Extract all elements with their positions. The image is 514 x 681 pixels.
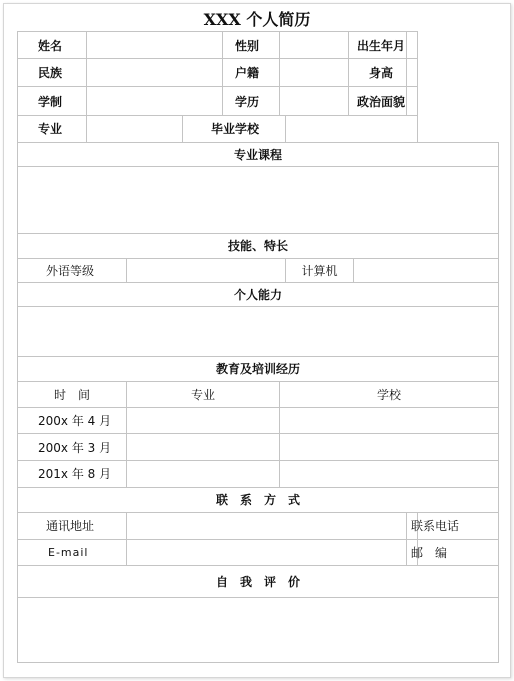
postcode-label: 邮 编 xyxy=(407,539,418,565)
address-value[interactable] xyxy=(127,512,407,539)
history-col-major: 专业 xyxy=(127,381,280,407)
ability-header: 个人能力 xyxy=(18,282,499,306)
hukou-label: 户籍 xyxy=(223,59,280,87)
history-columns-row xyxy=(18,381,499,407)
address-label: 通讯地址 xyxy=(18,512,127,539)
history-row xyxy=(18,461,499,487)
history-major-value[interactable] xyxy=(127,434,280,461)
political-label: 政治面貌 xyxy=(349,87,407,115)
basic-row-1 xyxy=(18,32,499,59)
height-value[interactable] xyxy=(407,59,418,87)
contact-row-1 xyxy=(18,512,499,539)
basic-row-2 xyxy=(18,59,499,87)
self-eval-header-row xyxy=(18,566,499,598)
self-eval-header: 自我评价 xyxy=(18,566,499,598)
email-label: E-mail xyxy=(18,539,127,565)
major-label: 专业 xyxy=(18,115,87,142)
history-school-value[interactable] xyxy=(280,407,499,433)
computer-label: 计算机 xyxy=(286,258,354,282)
history-row xyxy=(18,434,499,461)
hukou-value[interactable] xyxy=(280,59,349,87)
skills-row xyxy=(18,258,499,282)
history-date: 200x 年 3 月 xyxy=(18,434,127,461)
history-school-value[interactable] xyxy=(280,461,499,487)
contact-row-2 xyxy=(18,539,499,565)
ethnicity-value[interactable] xyxy=(87,59,223,87)
history-col-time: 时 间 xyxy=(18,381,127,407)
school-value[interactable] xyxy=(286,115,418,142)
courses-header-row xyxy=(18,142,499,166)
major-value[interactable] xyxy=(87,115,183,142)
history-date: 200x 年 4 月 xyxy=(18,407,127,433)
self-eval-content[interactable] xyxy=(18,598,499,663)
gender-value[interactable] xyxy=(280,32,349,59)
email-value[interactable] xyxy=(127,539,407,565)
contact-header-row xyxy=(18,487,499,512)
school-label: 毕业学校 xyxy=(183,115,286,142)
history-major-value[interactable] xyxy=(127,407,280,433)
history-date: 201x 年 8 月 xyxy=(18,461,127,487)
photo-cell-2 xyxy=(418,59,499,87)
courses-content[interactable] xyxy=(18,167,499,234)
name-label: 姓名 xyxy=(18,32,87,59)
height-label: 身高 xyxy=(349,59,407,87)
history-row xyxy=(18,407,499,433)
ability-header-row xyxy=(18,282,499,306)
skills-header: 技能、特长 xyxy=(18,233,499,258)
history-col-school: 学校 xyxy=(280,381,499,407)
basic-row-4 xyxy=(18,115,499,142)
ethnicity-label: 民族 xyxy=(18,59,87,87)
history-header: 教育及培训经历 xyxy=(18,356,499,381)
schooling-label: 学制 xyxy=(18,87,87,115)
education-value[interactable] xyxy=(280,87,349,115)
page-title: XXX 个人简历 xyxy=(203,10,311,29)
courses-header: 专业课程 xyxy=(18,142,499,166)
photo-cell-4 xyxy=(418,115,499,142)
resume-table xyxy=(17,31,499,663)
ability-content[interactable] xyxy=(18,307,499,356)
gender-label: 性别 xyxy=(223,32,280,59)
skills-header-row xyxy=(18,233,499,258)
ability-body-row xyxy=(18,307,499,356)
self-eval-body-row xyxy=(18,598,499,663)
computer-value[interactable] xyxy=(354,258,499,282)
courses-body-row xyxy=(18,167,499,234)
history-school-value[interactable] xyxy=(280,434,499,461)
history-header-row xyxy=(18,356,499,381)
language-value[interactable] xyxy=(127,258,286,282)
language-label: 外语等级 xyxy=(18,258,127,282)
schooling-value[interactable] xyxy=(87,87,223,115)
political-value[interactable] xyxy=(407,87,418,115)
basic-row-3 xyxy=(18,87,499,115)
birth-label: 出生年月 xyxy=(349,32,407,59)
history-major-value[interactable] xyxy=(127,461,280,487)
name-value[interactable] xyxy=(87,32,223,59)
photo-cell-3 xyxy=(418,87,499,115)
birth-value[interactable] xyxy=(407,32,418,59)
photo-cell xyxy=(418,32,499,59)
phone-label: 联系电话 xyxy=(407,512,418,539)
contact-header: 联系方式 xyxy=(18,487,499,512)
education-label: 学历 xyxy=(223,87,280,115)
